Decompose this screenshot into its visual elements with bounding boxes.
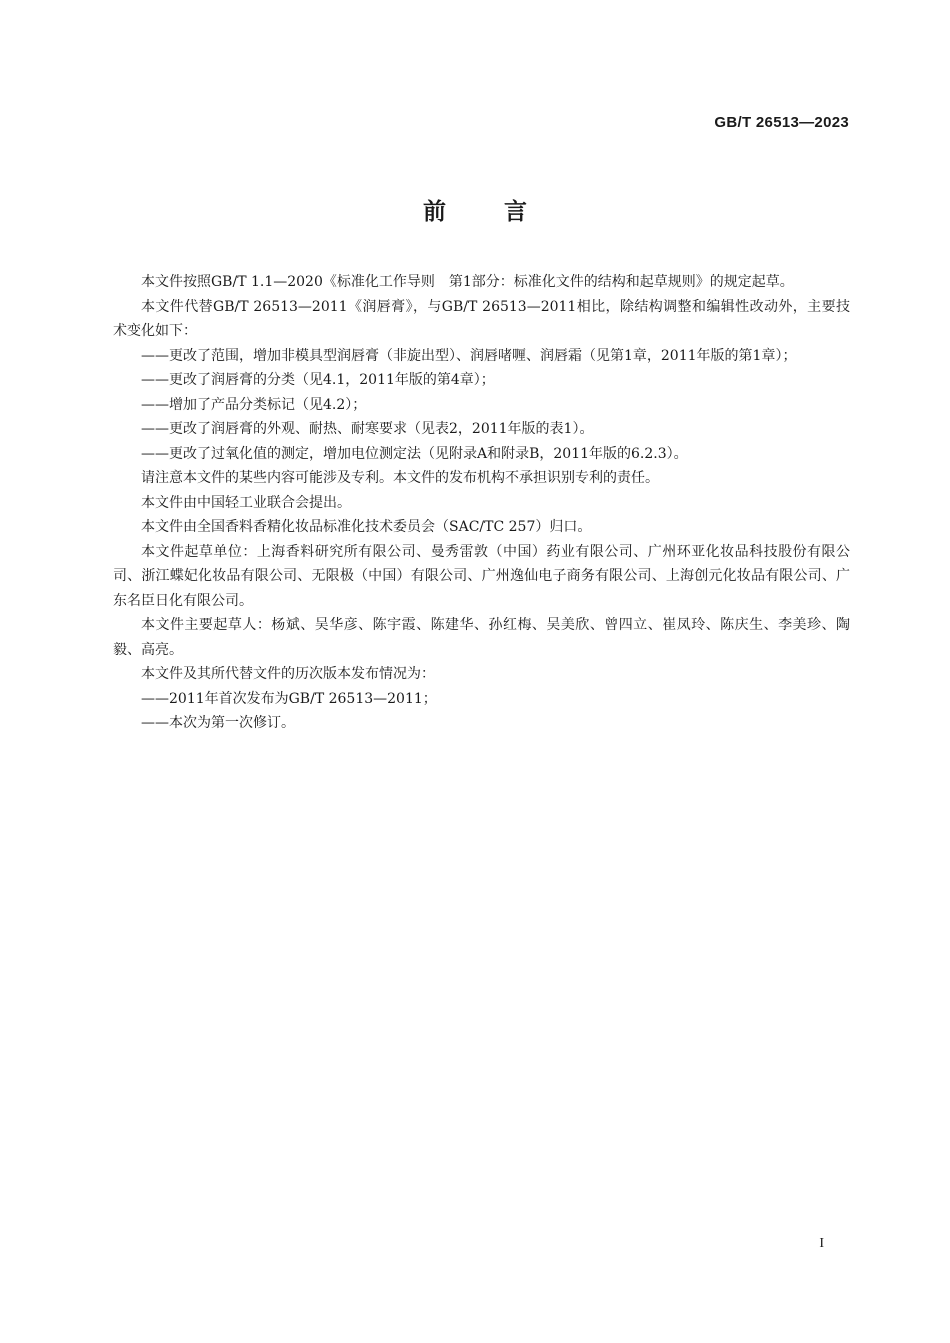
paragraph-proposer: 本文件由中国轻工业联合会提出。 <box>141 494 351 511</box>
paragraph-replacement: 本文件代替GB/T 26513—2011《润唇膏》，与GB/T 26513—2011相比，除结构调整和编辑性改动外，主要技术变化如下： <box>113 298 850 339</box>
list-item-change: ——更改了过氧化值的测定，增加电位测定法（见附录A和附录B，2011年版的6.2.3）。 <box>141 445 688 462</box>
list-item-change: ——更改了润唇膏的分类（见4.1，2011年版的第4章）； <box>141 372 495 388</box>
paragraph-drafters: 本文件主要起草人：杨斌、吴华彦、陈宇霞、陈建华、孙红梅、吴美欣、曾四立、崔凤玲、陈庆生、李美珍、陶毅、高亮。 <box>113 617 850 658</box>
page-title: 前言 <box>423 199 585 225</box>
paragraph-committee: 本文件由全国香料香精化妆品标准化技术委员会（SAC/TC 257）归口。 <box>141 519 592 535</box>
list-item-change: ——更改了润唇膏的外观、耐热、耐寒要求（见表2，2011年版的表1）。 <box>141 421 594 437</box>
document-body <box>113 270 850 736</box>
list-item-history: ——本次为第一次修订。 <box>141 715 295 731</box>
list-item-change: ——更改了范围，增加非模具型润唇膏（非旋出型）、润唇啫喱、润唇霜（见第1章，2011年版的第1章）； <box>141 347 797 364</box>
paragraph-drafting-units: 本文件起草单位：上海香料研究所有限公司、曼秀雷敦（中国）药业有限公司、广州环亚化妆品科技股份有限公司、浙江蝶妃化妆品有限公司、无限极（中国）有限公司、广州逸仙电子商务有限公司、上海创元化妆品有限公司、广东名臣日化有限公司。 <box>113 543 850 609</box>
list-item-history: ——2011年首次发布为GB/T 26513—2011； <box>141 690 437 707</box>
list-item-change: ——增加了产品分类标记（见4.2）； <box>141 396 367 413</box>
standard-code: GB/T 26513—2023 <box>714 114 849 131</box>
paragraph-drafting-rules: 本文件按照GB/T 1.1—2020《标准化工作导则 第1部分：标准化文件的结构和起草规则》的规定起草。 <box>141 274 794 290</box>
paragraph-history-intro: 本文件及其所代替文件的历次版本发布情况为： <box>141 666 435 682</box>
paragraph-patent-notice: 请注意本文件的某些内容可能涉及专利。本文件的发布机构不承担识别专利的责任。 <box>141 470 659 486</box>
page-number: I <box>819 1236 824 1251</box>
